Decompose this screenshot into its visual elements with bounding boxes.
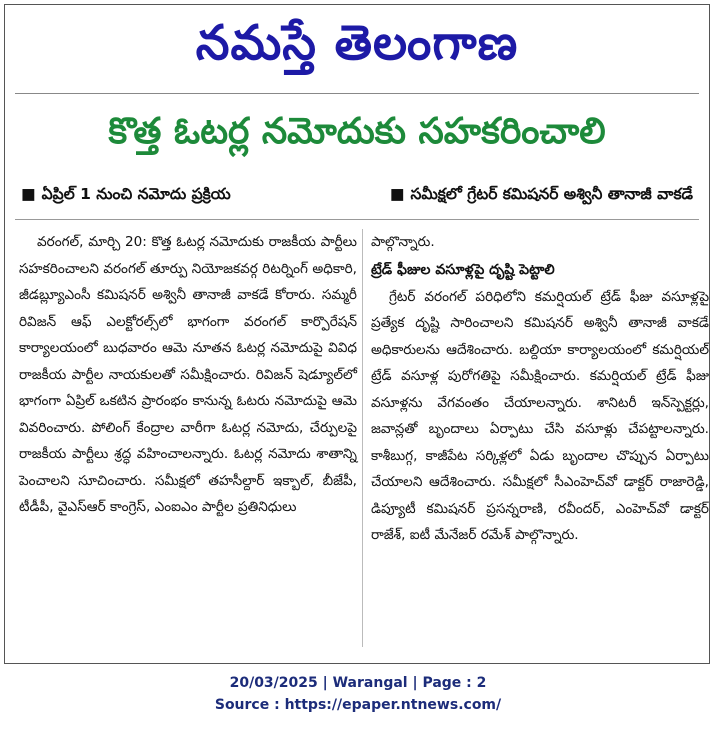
body-paragraph: గ్రేటర్ వరంగల్ పరిధిలోని కమర్షియల్ ట్రేడ్ ఫీజు వసూళ్లపై ప్రత్యేక దృష్టి సారించాలని కమిషనర్ అశ్వినీ తానాజీ వాకడే అధికారులను ఆదేశించారు. బల్దియా కార్యాలయంలో కమర్షియల్ ట్రేడ్ వసూళ్ల పురోగతిపై సమీక్షించారు. కమర్షియల్ ట్రేడ్ ఫీజు వసూళ్లను వేగవంతం చేయాలన్నారు. శానిటరీ ఇన్‌స్పెక్టర్లు, జవాన్లతో బృందాలు ఏర్పాటు చేసి వసూళ్లు చేపట్టాలన్నారు. కాశీబుగ్గ, కాజీపేట సర్కిళ్లలో ఏడు బృందాల చొప్పున ఏర్పాటు చేయాలని ఆదేశించారు. సమీక్షలో సీఎంహెచ్‌వో డాక్టర్ రాజారెడ్డి, డిప్యూటీ కమిషనర్ ప్రసన్నరాణి, రవీందర్, ఎంహెచ్‌వో డాక్టర్ రాజేశ్, ఐటీ మేనేజర్ రమేశ్ పాల్గొన్నారు. <box>371 288 709 543</box>
source-link[interactable]: Source : https://epaper.ntnews.com/ <box>214 697 502 713</box>
article-column-right <box>371 229 709 549</box>
divider <box>15 93 699 94</box>
bullet-icon: ■ <box>389 185 405 203</box>
column-divider <box>362 229 363 647</box>
subhead-1-text: ఏప్రిల్ 1 నుంచి నమోదు ప్రక్రియ <box>41 185 231 203</box>
subhead-1 <box>21 183 231 205</box>
source-footer <box>0 672 716 716</box>
newspaper-clipping <box>4 4 710 664</box>
subhead-2-text: సమీక్షలో గ్రేటర్ కమిషనర్ అశ్వినీ తానాజీ వాకడే <box>410 185 693 203</box>
subheads <box>21 183 693 205</box>
article-column-left <box>19 229 357 521</box>
subhead-2 <box>390 183 693 205</box>
divider <box>15 219 699 220</box>
body-paragraph: వరంగల్, మార్చి 20: కొత్త ఓటర్ల నమోదుకు రాజకీయ పార్టీలు సహకరించాలని వరంగల్ తూర్పు నియోజకవర్గ రిటర్నింగ్ అధికారి, జీడబ్ల్యూఎంసీ కమిషనర్ అశ్వినీ తానాజీ వాకడే కోరారు. సమ్మరీ రివిజన్ ఆఫ్ ఎలక్టోరల్స్‌లో భాగంగా వరంగల్ కార్పొరేషన్ కార్యాలయంలో బుధవారం ఆమె నూతన ఓటర్ల నమోదుపై వివిధ రాజకీయ పార్టీల నాయకులతో సమీక్షించారు. రివిజన్ షెడ్యూల్‌లో భాగంగా ఏప్రిల్ ఒకటిన ప్రారంభం కానున్న ఓటరు నమోదుపై ఆమె వివరించారు. పోలింగ్ కేంద్రాల వారీగా ఓటర్ల నమోదు, చేర్పులపై రాజకీయ పార్టీలు శ్రద్ధ వహించాలన్నారు. ఓటర్ల నమోదు శాతాన్ని పెంచాలని సూచించారు. సమీక్షలో తహసీల్దార్ ఇక్బాల్, బీజేపీ, టీడీపీ, వైఎస్ఆర్ కాంగ్రెస్, ఎంఐఎం పార్టీల ప్రతినిధులు <box>19 234 357 515</box>
bullet-icon: ■ <box>21 185 36 203</box>
date-location-page: 20/03/2025 | Warangal | Page : 2 <box>229 675 487 691</box>
section-subhead: ట్రేడ్ ఫీజుల వసూళ్లపై దృష్టి పెట్టాలి <box>371 261 555 278</box>
body-continuation: పాల్గొన్నారు. <box>371 234 435 250</box>
article-headline: కొత్త ఓటర్ల నమోదుకు సహకరించాలి <box>108 111 606 152</box>
masthead-logo: నమస్తే తెలంగాణ <box>195 15 519 71</box>
